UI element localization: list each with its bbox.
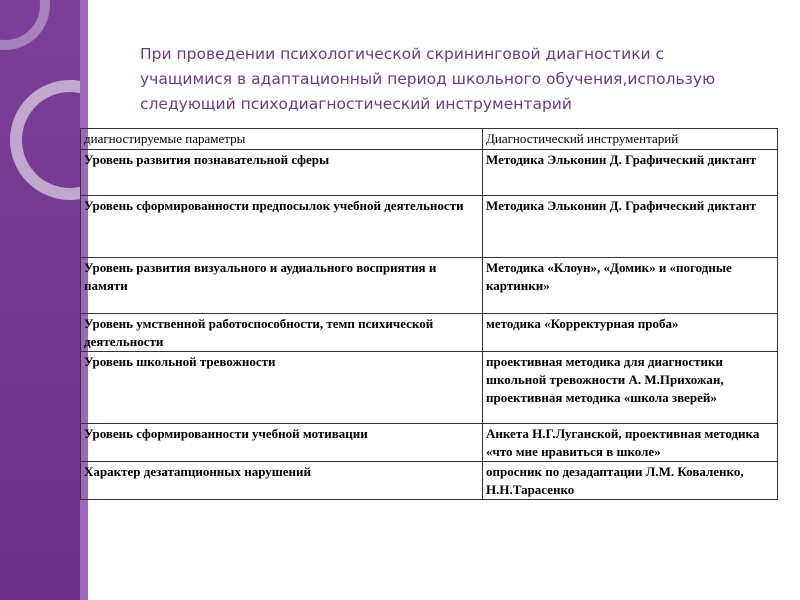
decorative-ring (10, 80, 88, 200)
table-row (81, 150, 778, 196)
column-header-tools: Диагностический инструментарий (483, 129, 778, 150)
tool-cell: Методика Эльконин Д. Графический диктант (483, 196, 778, 258)
table-row (81, 258, 778, 314)
tool-cell: Методика «Клоун», «Домик» и «погодные картинки» (483, 258, 778, 314)
parameter-cell: Уровень развития познавательной сферы (81, 150, 483, 196)
slide-title: При проведении психологической скрининговой диагностики с учащимися в адаптационный период школьного обучения,использую следующий психодиагностический инструментарий (140, 45, 716, 113)
parameter-cell: Характер дезатапционных нарушений (81, 462, 483, 500)
parameter-cell: Уровень умственной работоспособности, темп психической деятельности (81, 314, 483, 352)
parameter-cell: Уровень сформированности учебной мотивации (81, 424, 483, 462)
diagnostics-table (80, 128, 778, 500)
table-header-row (81, 129, 778, 150)
decorative-ring (0, 0, 50, 50)
tool-cell: методика «Корректурная проба» (483, 314, 778, 352)
parameter-cell: Уровень сформированности предпосылок учебной деятельности (81, 196, 483, 258)
table-row (81, 196, 778, 258)
table-row (81, 424, 778, 462)
tool-cell: Методика Эльконин Д. Графический диктант (483, 150, 778, 196)
table-row (81, 352, 778, 424)
column-header-parameters: диагностируемые параметры (81, 129, 483, 150)
tool-cell: опросник по дезадаптации Л.М. Коваленко, Н.Н.Тарасенко (483, 462, 778, 500)
table-row (81, 462, 778, 500)
table-row (81, 314, 778, 352)
parameter-cell: Уровень школьной тревожности (81, 352, 483, 424)
tool-cell: Анкета Н.Г.Луганской, проективная методика «что мне нравиться в школе» (483, 424, 778, 462)
parameter-cell: Уровень развития визуального и аудиального восприятия и памяти (81, 258, 483, 314)
decorative-sidebar (0, 0, 88, 600)
tool-cell: проективная методика для диагностики школьной тревожности А. М.Прихожан, проективная методика «школа зверей» (483, 352, 778, 424)
